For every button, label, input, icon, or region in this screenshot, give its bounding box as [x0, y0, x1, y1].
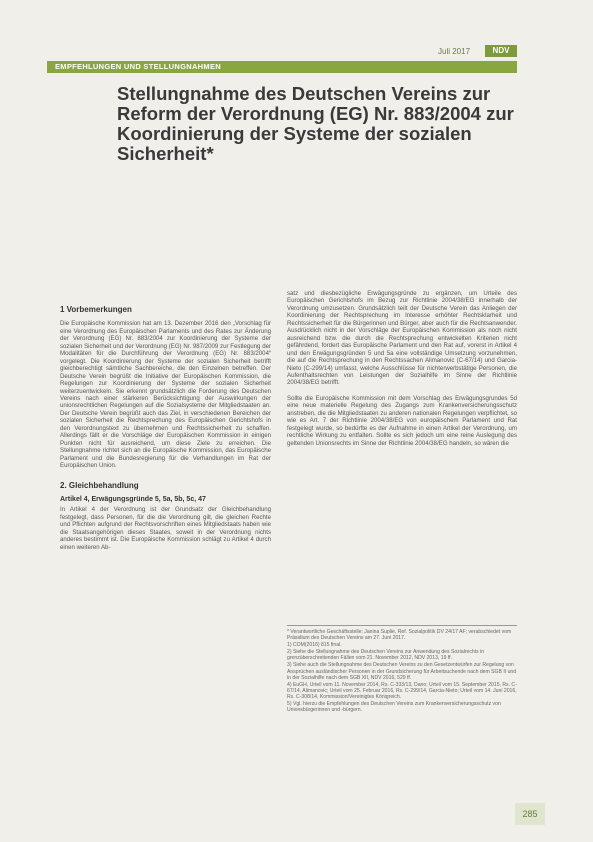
subsection-heading: Artikel 4, Erwägungsgründe 5, 5a, 5b, 5c, 47: [60, 495, 206, 503]
section-heading: 2. Gleichbehandlung: [60, 480, 139, 490]
footnote: 5) Vgl. hierzu die Empfehlungen des Deutschen Vereins zum Krankenversicherungsschutz von Unionsbürgerinnen und -bürgern.: [287, 701, 501, 714]
footnotes: [287, 625, 517, 714]
footnote: 2) Siehe die Stellungnahme des Deutschen Vereins zur Anwendung des Sozialrechts in grenzüberschreitenden Fällen vom 21. November 2012, NDV 2013, 19 ff.: [287, 649, 485, 662]
issue-date: Juli 2017: [438, 47, 471, 56]
journal-badge: NDV: [485, 45, 517, 57]
paragraph: satz und diesbezügliche Erwägungsgründe zu ergänzen, um Urteile des Europäischen Gerichtshofs im Bezug zur Richtlinie 2004/38/EG innerhalb der Verordnung umzusetzen. Grundsätzlich teilt der Deutsche Verein das Anliegen der Koordinierung der Rechtsprechung im Interesse erhöhter Rechtsklarheit und Rechtssicherheit für die Bürgerinnen und Bürger, aber auch für die Rechtsanwender. Ausdrücklich nicht in der Vorschläge der Europäischen Kommission als noch nicht ausreichend bzw. die durch die Rechtsprechung entwickelten Kriterien nicht gefährdend, fordert das Europäische Parlament und den Rat auf, vorerst in Artikel 4 und den Erwägungsgründen 5 und 5a eine vollständige Umsetzung vorzunehmen, die auf die Rechtsprechung in den Rechtssachen Alimanovic (C-67/14) und Garcia-Nieto (C-299/14) umfasst, welche Ausschlüsse für nichterwerbstätige Personen, die Aufenthaltsrechten von Leistungen der Sozialhilfe im Sinne der Richtlinie 2004/38/EG betrifft.: [287, 290, 517, 387]
left-column: [60, 306, 271, 551]
right-column: [287, 290, 517, 447]
paragraph: Sollte die Europäische Kommission mit dem Vorschlag des Erwägungsgrundes 5d eine neue materielle Regelung des Zugangs zum Krankenversicherungsschutz anstreben, die die Mitgliedstaaten zu anderen nationalen Regelungen verpflichtet, so wie es Art. 7 der Richtlinie 2004/38/EG von europäischem Parlament und Rat festgelegt wurde, so bedürfte es der Aufnahme in einen Artikel der Verordnung, um rechtliche Wirkung zu entfalten. Sollte es sich jedoch um eine reine Auslegung des geltenden Unionsrechts im Sinne der Richtlinie 2004/38/EG handeln, so wären die: [287, 394, 517, 447]
footnote: * Verantwortliche Geschäftsstelle: Janina Suplie, Ref. Sozialpolitik DV 24/17 AF; verabschiedet vom Präsidium des Deutschen Vereins am 27. Juni 2017.: [287, 629, 512, 642]
footnote: 1) COM(2016) 815 final.: [287, 642, 342, 649]
footnote: 4) EuGH, Urteil vom 11. November 2014, Rs. C-333/13, Dano; Urteil vom 15. September 2015, Rs. C-67/14, Alimanovic; Urteil vom 25. Februar 2016, Rs. C-299/14, Garcia-Nieto; Urteil vom 14. Juni 2016, Rs. C-308/14, Kommission/Vereinigtes Königreich.: [287, 681, 517, 700]
page-number: 285: [515, 803, 545, 825]
paragraph: Die Europäische Kommission hat am 13. Dezember 2016 den „Vorschlag für eine Verordnung des Europäischen Parlaments und des Rates zur Änderung der Verordnung (EG) Nr. 883/2004 zur Koordinierung der Systeme der sozialen Sicherheit und der Verordnung (EG) Nr. 987/2009 zur Festlegung der Modalitäten für die Durchführung der Verordnung (EG) Nr. 883/2004“ vorgelegt. Die Koordinierung der Systeme der sozialen Sicherheit betrifft gleichberechtigt sämtliche Sachbereiche, die den Einzelnen betreffen. Der Deutsche Verein begrüßt die Initiative der Europäischen Kommission, die Regelungen zur Koordinierung der Systeme der sozialen Sicherheit weiterzuentwickeln. Sie erkennt grundsätzlich die Forderung des Deutschen Vereins nach einer stärkeren Berücksichtigung der Auswirkungen der unionsrechtlichen Regelungen auf die Sozialsysteme der Mitgliedstaaten an. Der Deutsche Verein begrüßt auch das Ziel, in verschiedenen Bereichen der sozialen Sicherheit die Rechtsprechung des Europäischen Gerichtshofs in den Verordnungstext zu übernehmen und Rechtssicherheit zu schaffen. Allerdings fällt er die Vorschläge der Europäischen Kommission in einigen Punkten nicht für ausreichend, um diese Ziele zu erreichen. Die Stellungnahme richtet sich an die Europäische Kommission, das Europäische Parlament und die Bundesregierung für die Verhandlungen im Rat der Europäischen Union.: [60, 320, 271, 470]
article-title: Stellungnahme des Deutschen Vereins zur Reform der Verordnung (EG) Nr. 883/2004 zur Koordinierung der Systeme der sozialen Sicherheit*: [117, 83, 514, 164]
footnote: 3) Siehe auch die Stellungnahme des Deutschen Vereins zu den Gesetzentwürfen zur Regelung von Ansprüchen ausländischer Personen in der Grundsicherung für Arbeitsuchende nach dem SGB II und in der Sozialhilfe nach dem SGB XII, NDV 2016, 529 ff.: [287, 662, 517, 681]
section-heading: 1 Vorbemerkungen: [60, 305, 132, 314]
section-header: EMPFEHLUNGEN UND STELLUNGNAHMEN: [47, 61, 517, 73]
paragraph: In Artikel 4 der Verordnung ist der Grundsatz der Gleichbehandlung festgelegt, dass Personen, für die die Verordnung gilt, die gleichen Rechte und Pflichten aufgrund der Rechtsvorschriften eines Mitgliedstaats haben wie die Staatsangehörigen dieses Staates, soweit in der Verordnung nichts anderes bestimmt ist. Die Europäische Kommission schlägt zu Artikel 4 durch einen weiteren Ab-: [60, 506, 271, 551]
